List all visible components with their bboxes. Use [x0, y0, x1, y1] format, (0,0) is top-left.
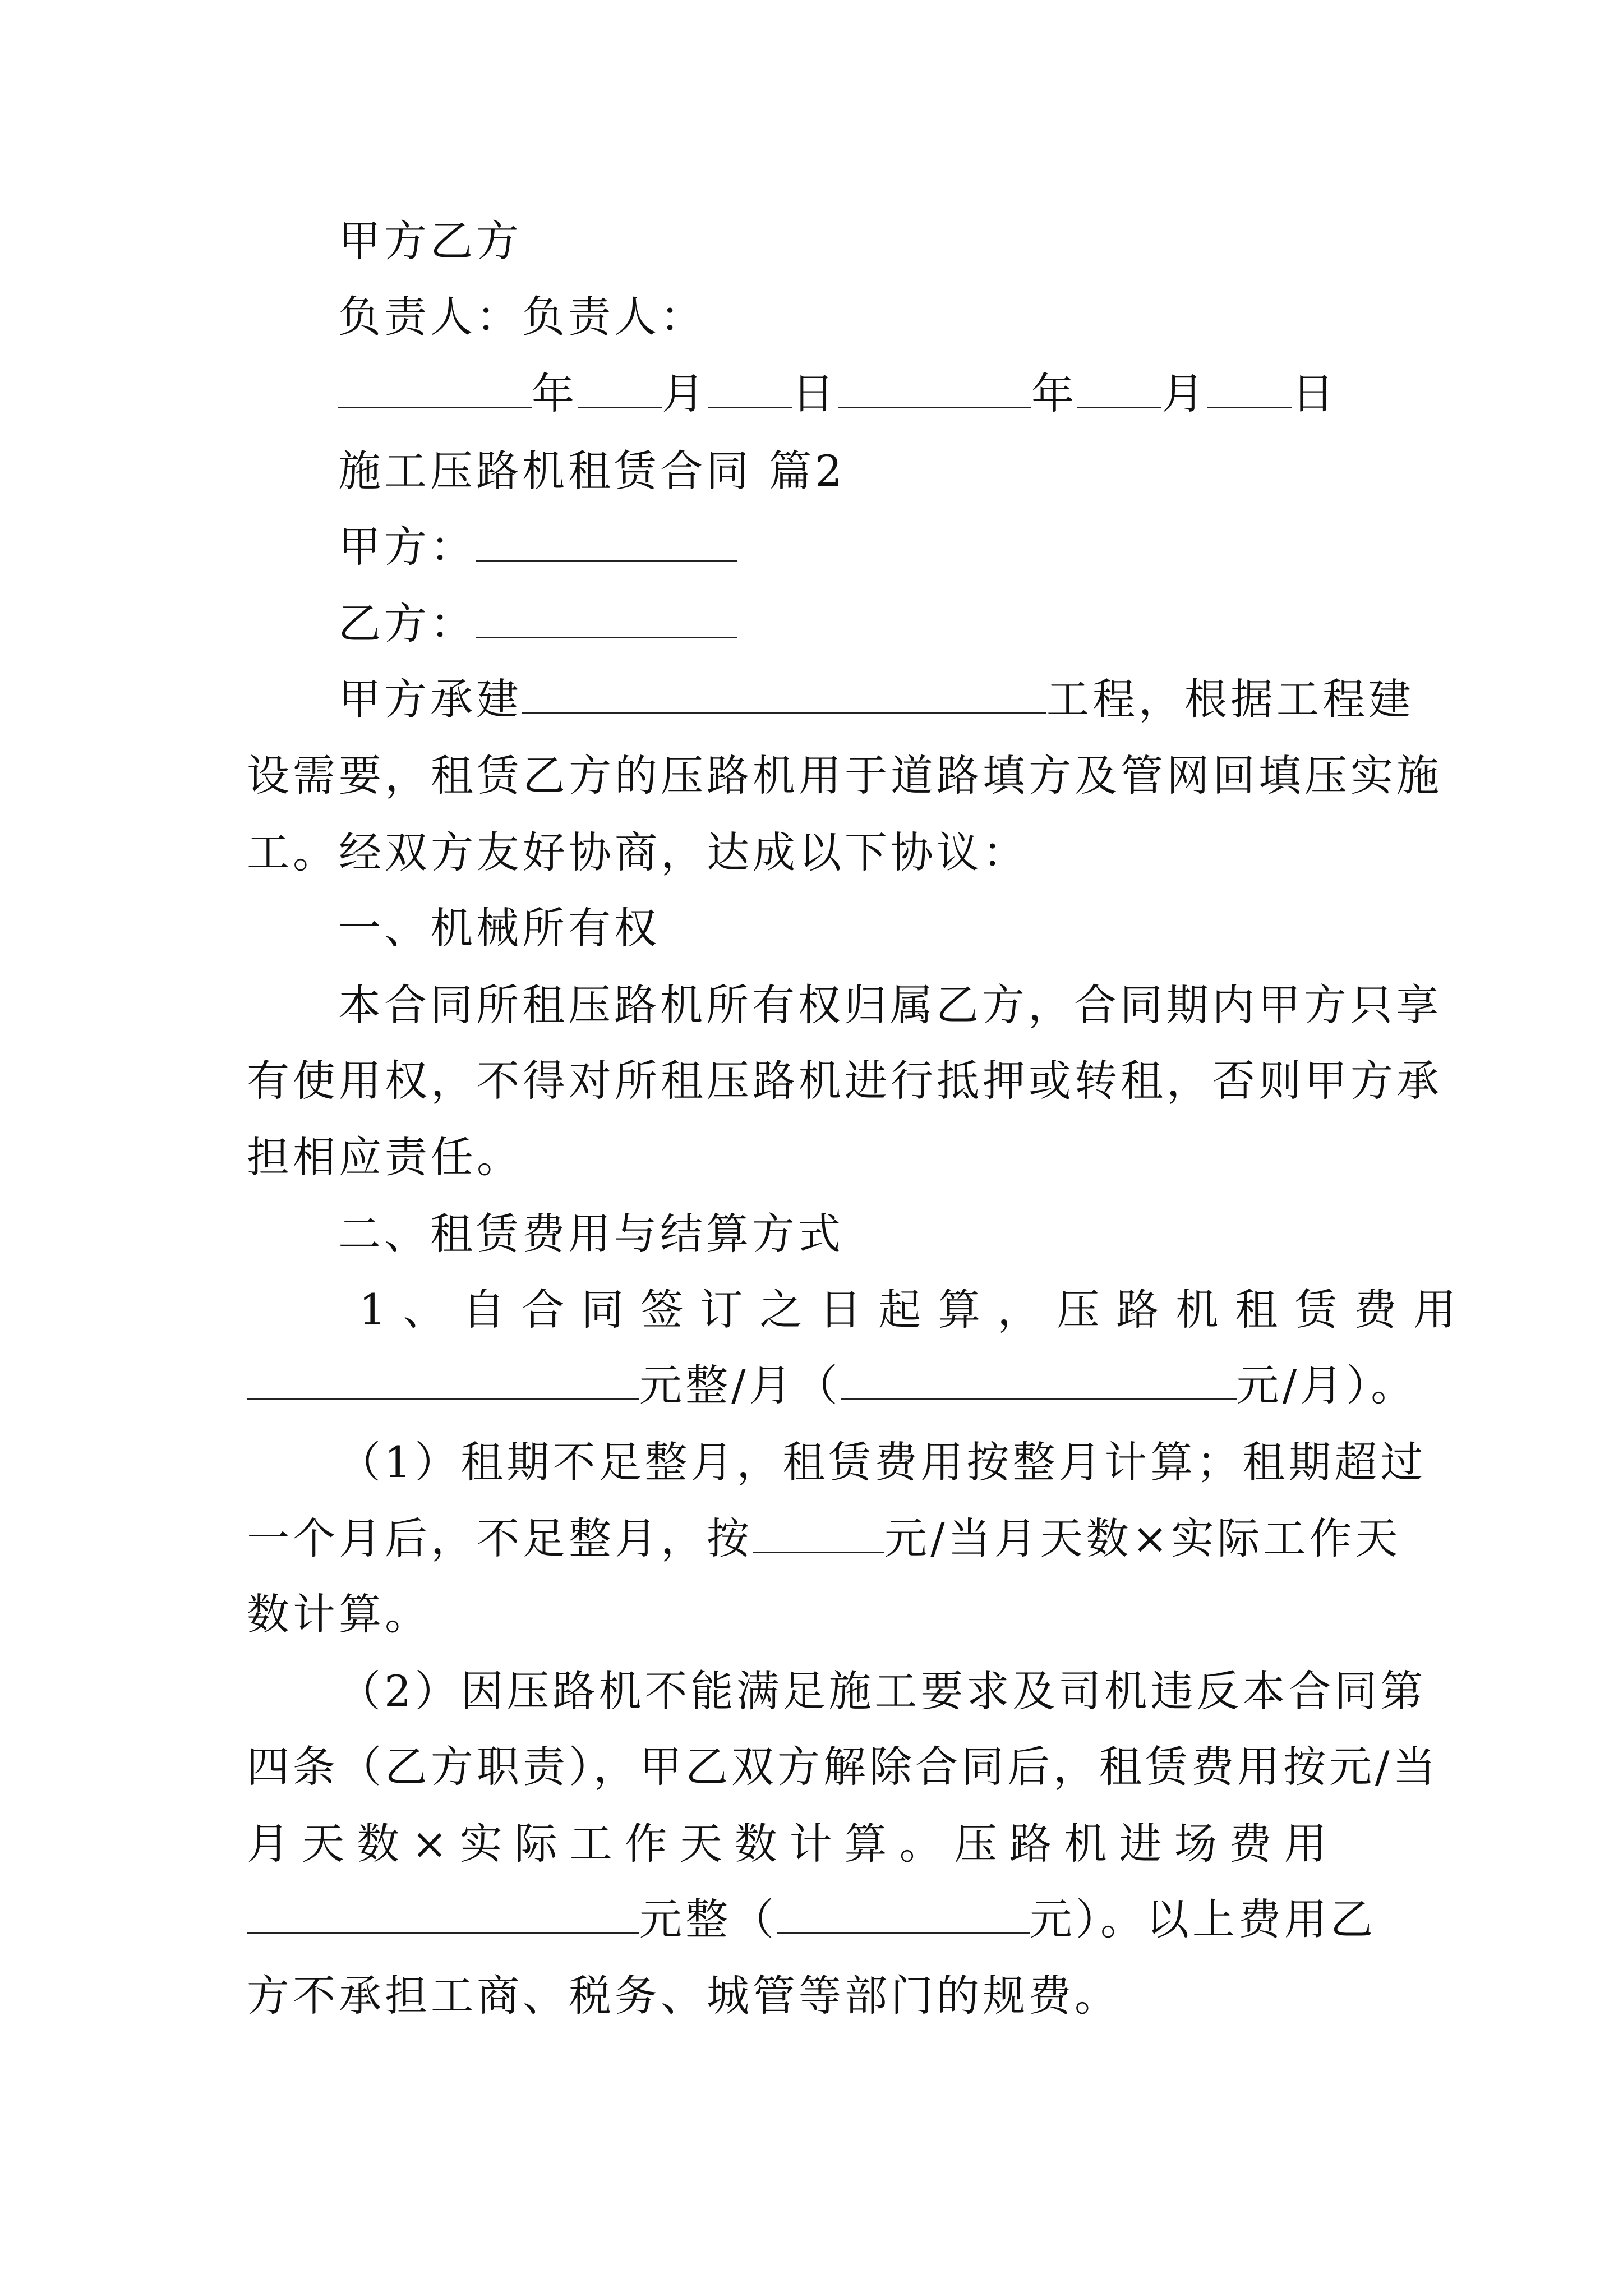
party-a-line — [338, 519, 737, 575]
clause1-line-3: 担相应责任。 — [247, 1132, 523, 1182]
date-blank — [1077, 370, 1161, 408]
sub2-line-2: 四条（乙方职责），甲乙双方解除合同后，租赁费用按元/当 — [247, 1742, 1439, 1792]
sub1-line-3: 数计算。 — [247, 1589, 431, 1639]
date-blank — [338, 370, 532, 408]
sub1-line-2 — [247, 1511, 1401, 1567]
sub2-unit-1: 元整（ — [639, 1894, 777, 1944]
monthly-fee-blank — [247, 1361, 639, 1400]
section-title: 施工压路机租赁合同 篇2 — [338, 446, 846, 496]
date-blank — [578, 370, 662, 408]
clause2-heading: 二、租赁费用与结算方式 — [338, 1209, 844, 1259]
signature-date-line — [338, 366, 1338, 422]
daily-rate-blank — [753, 1515, 884, 1553]
entry-fee-upper-blank — [777, 1895, 1030, 1934]
intro-line-2: 设需要，租赁乙方的压路机用于道路填方及管网回填压实施 — [247, 751, 1442, 800]
item1-unit-2: 元/月）。 — [1236, 1360, 1417, 1410]
clause1-line-1: 本合同所租压路机所有权归属乙方，合同期内甲方只享 — [338, 980, 1442, 1030]
date-unit: 年 — [1031, 369, 1077, 418]
clause1-line-2: 有使用权，不得对所租压路机进行抵押或转租，否则甲方承 — [247, 1056, 1442, 1106]
sub2-line-3: 月天数×实际工作天数计算。压路机进场费用 — [247, 1819, 1339, 1869]
intro-line-1 — [338, 671, 1414, 728]
entry-fee-blank — [247, 1895, 639, 1934]
sub1-line-1: （1）租期不足整月，租赁费用按整月计算；租期超过 — [338, 1437, 1427, 1487]
party-a-label: 甲方： — [338, 522, 476, 572]
item1-line-1: 1、自合同签订之日起算，压路机租赁费用 — [359, 1285, 1473, 1335]
sub2-line-4 — [247, 1892, 1376, 1948]
sub2-line-4-end: 元）。以上费用乙 — [1030, 1894, 1376, 1944]
item1-line-2 — [247, 1358, 1417, 1414]
date-blank — [1207, 370, 1292, 408]
clause1-heading: 一、机械所有权 — [338, 903, 660, 953]
sub2-line-1: （2）因压路机不能满足施工要求及司机违反本合同第 — [338, 1666, 1427, 1716]
party-b-label: 乙方： — [338, 599, 476, 648]
date-unit: 月 — [662, 369, 708, 418]
sub1-line-2-start: 一个月后，不足整月，按 — [247, 1513, 753, 1563]
date-blank — [838, 370, 1031, 408]
sub2-line-5: 方不承担工商、税务、城管等部门的规费。 — [247, 1971, 1121, 2021]
date-unit: 月 — [1161, 369, 1207, 418]
party-b-line — [338, 596, 737, 652]
intro-end: 工程，根据工程建 — [1046, 674, 1414, 724]
intro-line-3: 工。经双方友好协商，达成以下协议： — [247, 827, 1029, 877]
signature-persons: 负责人：负责人： — [338, 292, 706, 342]
sub1-line-2-end: 元/当月天数×实际工作天 — [884, 1513, 1401, 1563]
party-a-blank — [476, 523, 737, 562]
date-unit: 年 — [532, 369, 578, 418]
date-unit: 日 — [1292, 369, 1338, 418]
monthly-fee-upper-blank — [841, 1361, 1237, 1400]
date-blank — [708, 370, 792, 408]
project-name-blank — [522, 675, 1046, 714]
intro-start: 甲方承建 — [338, 674, 522, 724]
date-unit: 日 — [792, 369, 838, 418]
item1-unit-1: 元整/月（ — [639, 1360, 841, 1410]
signature-parties: 甲方乙方 — [338, 216, 522, 266]
party-b-blank — [476, 600, 737, 638]
